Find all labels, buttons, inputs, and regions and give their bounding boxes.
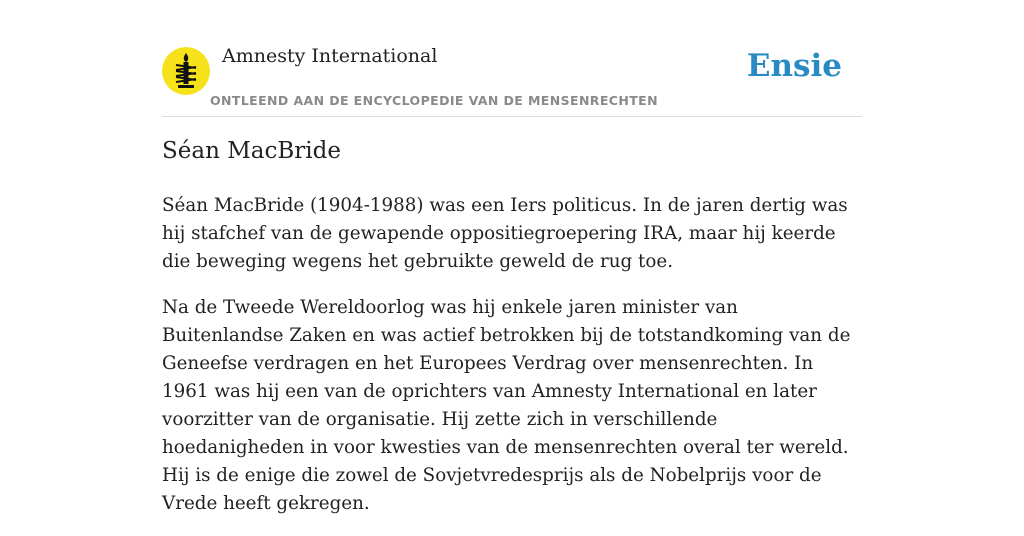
article-paragraph: Séan MacBride (1904-1988) was een Iers politicus. In de jaren dertig was hij stafchef van de gewapende oppositiegroepering IRA, maar hij keerde die beweging wegens het gebruikte geweld de rug toe. [162, 195, 848, 272]
article-paragraph: Na de Tweede Wereldoorlog was hij enkele jaren minister van Buitenlandse Zaken en was actief betrokken bij de totstandkoming van de Geneefse verdragen en het Europees Verdrag over mensenrechten. In 1961 was hij een van de oprichters van Amnesty International en later voorzitter van de organisatie. Hij zette zich in verschillende hoedanigheden in voor kwesties van de mensenrechten overal ter wereld. Hij is de enige die zowel de Sovjetvredesprijs als de Nobelprijs voor de Vrede heeft gekregen. [162, 297, 851, 514]
brand-logo[interactable]: Ensie [746, 48, 842, 84]
source-header [162, 0, 862, 117]
amnesty-candle-logo-icon [162, 47, 210, 95]
article-title: Séan MacBride [162, 138, 341, 164]
source-name[interactable]: Amnesty International [222, 45, 438, 67]
article-card [162, 0, 862, 512]
article-body [162, 192, 862, 536]
source-subtitle: ONTLEEND AAN DE ENCYCLOPEDIE VAN DE MENSENRECHTEN [210, 93, 658, 108]
